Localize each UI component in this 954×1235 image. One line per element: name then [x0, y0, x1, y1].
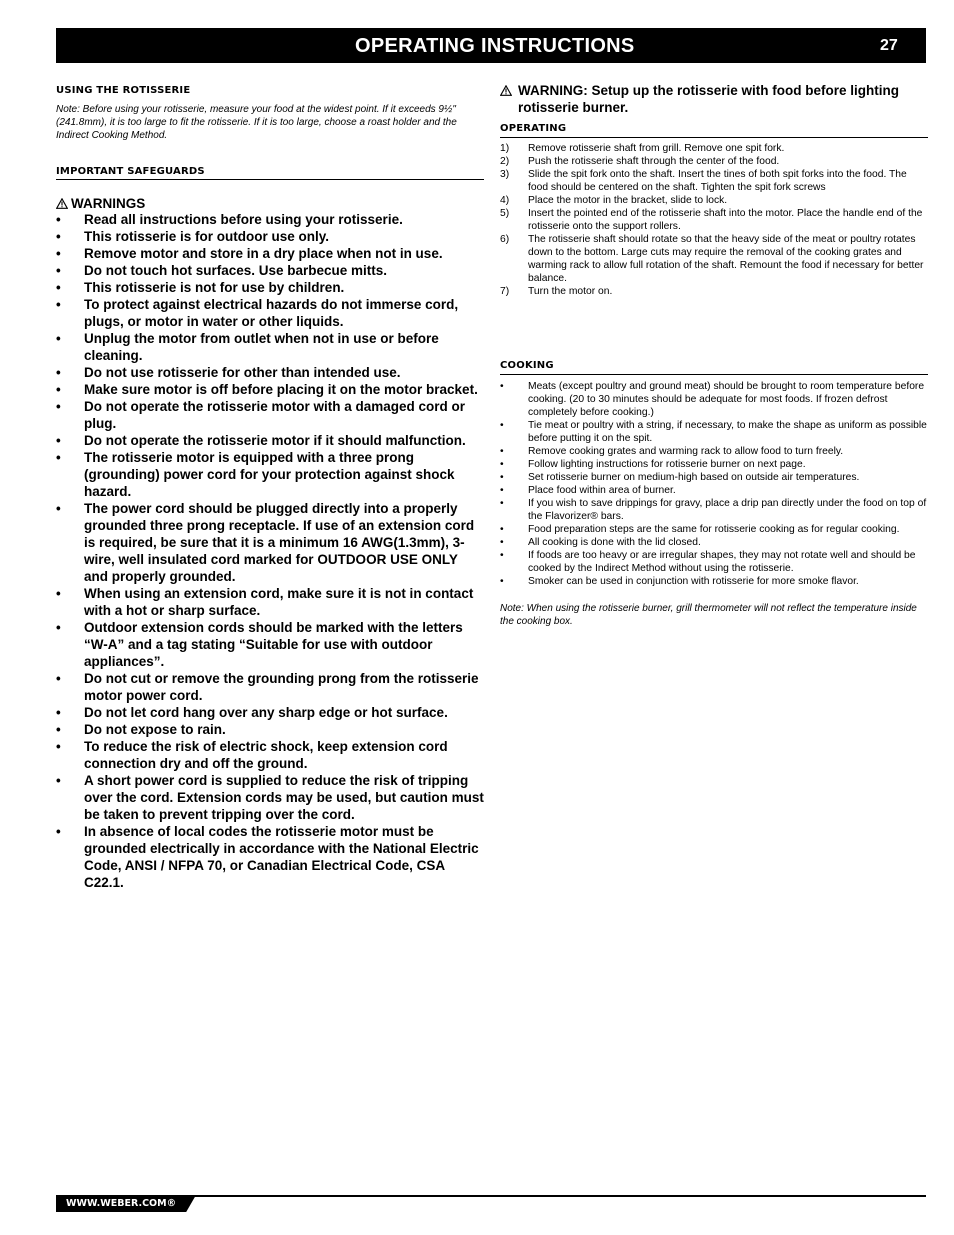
operating-step-marker: 4) [500, 195, 510, 206]
warning-item-marker: • [56, 365, 61, 380]
operating-step-marker: 1) [500, 143, 510, 154]
operating-step-marker: 5) [500, 208, 510, 219]
operating-step [500, 233, 928, 285]
cooking-item-marker: • [500, 446, 504, 457]
warning-item-marker: • [56, 722, 61, 737]
warning-item-text: Remove motor and store in a dry place when not in use. [84, 246, 443, 261]
warning-item [56, 364, 484, 381]
warning-item [56, 398, 484, 432]
rotisserie-warning [500, 82, 928, 116]
warning-item-marker: • [56, 824, 61, 839]
warning-item [56, 704, 484, 721]
warning-item-marker: • [56, 671, 61, 686]
warning-item-marker: • [56, 399, 61, 414]
warning-item-text: Do not operate the rotisserie motor if it should malfunction. [84, 433, 466, 448]
cooking-item-text: Place food within area of burner. [528, 485, 676, 496]
cooking-item [500, 458, 928, 471]
cooking-item-text: Food preparation steps are the same for rotisserie cooking as for regular cooking. [528, 524, 900, 535]
warning-item-marker: • [56, 212, 61, 227]
cooking-item-marker: • [500, 420, 504, 431]
operating-step-text: The rotisserie shaft should rotate so that the heavy side of the meat or poultry rotates down to the bottom. Large cuts may require the removal of the cooking grates and warming rack to allow full rotation of the shaft. Remount the food if necessary for better balance. [528, 234, 924, 284]
warning-item [56, 585, 484, 619]
operating-step [500, 168, 928, 194]
cooking-item [500, 536, 928, 549]
warning-item [56, 296, 484, 330]
operating-step-marker: 2) [500, 156, 510, 167]
warning-item [56, 449, 484, 500]
cooking-item [500, 575, 928, 588]
page-title: OPERATING INSTRUCTIONS [355, 35, 635, 57]
warning-item [56, 670, 484, 704]
warning-item [56, 279, 484, 296]
operating-step-marker: 6) [500, 234, 510, 245]
warning-item-marker: • [56, 450, 61, 465]
cooking-item-text: Remove cooking grates and warming rack to allow food to turn freely. [528, 446, 844, 457]
header-bar [56, 28, 926, 63]
warning-item [56, 619, 484, 670]
warning-item-marker: • [56, 620, 61, 635]
warning-item-marker: • [56, 501, 61, 516]
warnings-heading [56, 196, 484, 211]
operating-heading: OPERATING [500, 123, 928, 138]
cooking-item-marker: • [500, 537, 504, 548]
warning-item-marker: • [56, 382, 61, 397]
warning-item-text: Do not operate the rotisserie motor with a damaged cord or plug. [84, 399, 466, 431]
warning-item [56, 228, 484, 245]
cooking-item [500, 419, 928, 445]
important-safeguards-heading: IMPORTANT SAFEGUARDS [56, 166, 484, 180]
warning-item-text: The power cord should be plugged directly into a properly grounded three prong receptacle. If use of an extension cord is required, be sure that it is a minimum 16 AWG(1.3mm), 3-wire, well insulated cord marked for OUTDOOR USE ONLY and properly grounded. [84, 501, 475, 584]
left-column [56, 85, 484, 891]
warning-item-text: Read all instructions before using your rotisserie. [84, 212, 403, 227]
right-column [500, 82, 928, 628]
warning-item-text: Do not expose to rain. [84, 722, 226, 737]
warning-item-marker: • [56, 263, 61, 278]
warning-item-text: This rotisserie is for outdoor use only. [84, 229, 330, 244]
warning-item-text: Do not let cord hang over any sharp edge or hot surface. [84, 705, 448, 720]
operating-step-text: Remove rotisserie shaft from grill. Remove one spit fork. [528, 143, 785, 154]
cooking-item-text: All cooking is done with the lid closed. [528, 537, 701, 548]
warning-item [56, 245, 484, 262]
warning-item-text: When using an extension cord, make sure it is not in contact with a hot or sharp surface. [84, 586, 474, 618]
warning-item-marker: • [56, 280, 61, 295]
warnings-list [56, 211, 484, 891]
cooking-item [500, 523, 928, 536]
warning-item-marker: • [56, 773, 61, 788]
page-number: 27 [880, 37, 898, 54]
operating-step-text: Place the motor in the bracket, slide to lock. [528, 195, 728, 206]
operating-step-marker: 3) [500, 169, 510, 180]
warning-item-marker: • [56, 331, 61, 346]
cooking-item [500, 380, 928, 419]
cooking-item-marker: • [500, 524, 504, 535]
warning-item [56, 211, 484, 228]
warning-item [56, 500, 484, 585]
cooking-item-marker: • [500, 576, 504, 587]
using-rotisserie-heading: USING THE ROTISSERIE [56, 85, 191, 96]
cooking-list [500, 380, 928, 588]
cooking-item [500, 497, 928, 523]
cooking-item-text: If foods are too heavy or are irregular shapes, they may not rotate well and should be cooked by the Indirect Method without using the rotisserie. [528, 550, 916, 574]
warning-item [56, 738, 484, 772]
cooking-item-marker: • [500, 550, 504, 561]
warning-item-text: In absence of local codes the rotisserie motor must be grounded electrically in accordance with the National Electric Code, ANSI / NFPA 70, or Canadian Electrical Code, CSA C22.1. [84, 824, 479, 890]
operating-step-text: Turn the motor on. [528, 286, 613, 297]
cooking-item [500, 471, 928, 484]
operating-step [500, 207, 928, 233]
operating-step-text: Push the rotisserie shaft through the center of the food. [528, 156, 780, 167]
cooking-item-marker: • [500, 381, 504, 392]
cooking-item-marker: • [500, 472, 504, 483]
cooking-item-marker: • [500, 485, 504, 496]
operating-steps [500, 142, 928, 298]
warning-item-text: Unplug the motor from outlet when not in use or before cleaning. [84, 331, 439, 363]
warning-item [56, 772, 484, 823]
operating-step [500, 194, 928, 207]
warning-item-text: Do not use rotisserie for other than intended use. [84, 365, 401, 380]
warning-item-marker: • [56, 246, 61, 261]
warning-item-text: To reduce the risk of electric shock, keep extension cord connection dry and off the ground. [84, 739, 448, 771]
warning-item-text: Do not cut or remove the grounding prong from the rotisserie motor power cord. [84, 671, 479, 703]
cooking-item-text: Smoker can be used in conjunction with rotisserie for more smoke flavor. [528, 576, 859, 587]
cooking-item [500, 484, 928, 497]
warning-item-text: Make sure motor is off before placing it on the motor bracket. [84, 382, 478, 397]
operating-step [500, 285, 928, 298]
operating-step-marker: 7) [500, 286, 510, 297]
warning-item [56, 721, 484, 738]
warning-triangle-icon [500, 85, 512, 96]
cooking-item-text: Set rotisserie burner on medium-high based on outside air temperatures. [528, 472, 860, 483]
warning-triangle-icon [56, 198, 68, 209]
warning-item-text: A short power cord is supplied to reduce the risk of tripping over the cord. Extension cords may be used, but caution must be taken to prevent tripping over the cord. [84, 773, 484, 822]
cooking-item [500, 445, 928, 458]
warning-item [56, 262, 484, 279]
cooking-heading: COOKING [500, 360, 928, 375]
warnings-label: WARNINGS [71, 196, 146, 211]
warning-item-marker: • [56, 297, 61, 312]
operating-step-text: Slide the spit fork onto the shaft. Insert the tines of both spit forks into the food. The food should be centered on the shaft. Tighten the spit fork screws [528, 169, 907, 193]
warning-item-marker: • [56, 586, 61, 601]
warning-item [56, 330, 484, 364]
warning-item-text: Do not touch hot surfaces. Use barbecue mitts. [84, 263, 388, 278]
operating-step [500, 155, 928, 168]
cooking-item-text: Meats (except poultry and ground meat) should be brought to room temperature before cooking. (20 to 30 minutes should be adequate for most foods. If frozen defrost completely before cooking.) [528, 381, 925, 418]
warning-item-text: This rotisserie is not for use by children. [84, 280, 345, 295]
warning-item-text: The rotisserie motor is equipped with a three prong (grounding) power cord for your protection against shock hazard. [84, 450, 455, 499]
operating-step-text: Insert the pointed end of the rotisserie shaft into the motor. Place the handle end of the rotisserie onto the support rollers. [528, 208, 923, 232]
warning-item [56, 381, 484, 398]
cooking-item-text: Follow lighting instructions for rotisserie burner on next page. [528, 459, 806, 470]
warning-item-marker: • [56, 433, 61, 448]
warning-item-text: To protect against electrical hazards do not immerse cord, plugs, or motor in water or other liquids. [84, 297, 459, 329]
warning-item-marker: • [56, 739, 61, 754]
warning-item-marker: • [56, 229, 61, 244]
cooking-note: Note: When using the rotisserie burner, grill thermometer will not reflect the temperature inside the cooking box. [500, 603, 917, 627]
cooking-item-marker: • [500, 498, 504, 509]
using-rotisserie-note: Note: Before using your rotisserie, measure your food at the widest point. If it exceeds 9½" (241.8mm), it is too large to fit the rotisserie. If it is too large, choose a roast holder and the Indirect Cooking Method. [56, 104, 457, 141]
warning-item-text: Outdoor extension cords should be marked with the letters “W-A” and a tag stating “Suitable for use with outdoor appliances”. [84, 620, 463, 669]
warning-item [56, 823, 484, 891]
warning-item-marker: • [56, 705, 61, 720]
rotisserie-warning-text: WARNING: Setup up the rotisserie with food before lighting rotisserie burner. [518, 83, 899, 115]
cooking-item-text: Tie meat or poultry with a string, if necessary, to make the shape as uniform as possible before putting it on the spit. [528, 420, 927, 444]
cooking-item [500, 549, 928, 575]
warning-item [56, 432, 484, 449]
cooking-item-marker: • [500, 459, 504, 470]
cooking-item-text: If you wish to save drippings for gravy, place a drip pan directly under the food on top of the Flavorizer® bars. [528, 498, 927, 522]
operating-step [500, 142, 928, 155]
footer-website: WWW.WEBER.COM® [66, 1198, 177, 1209]
